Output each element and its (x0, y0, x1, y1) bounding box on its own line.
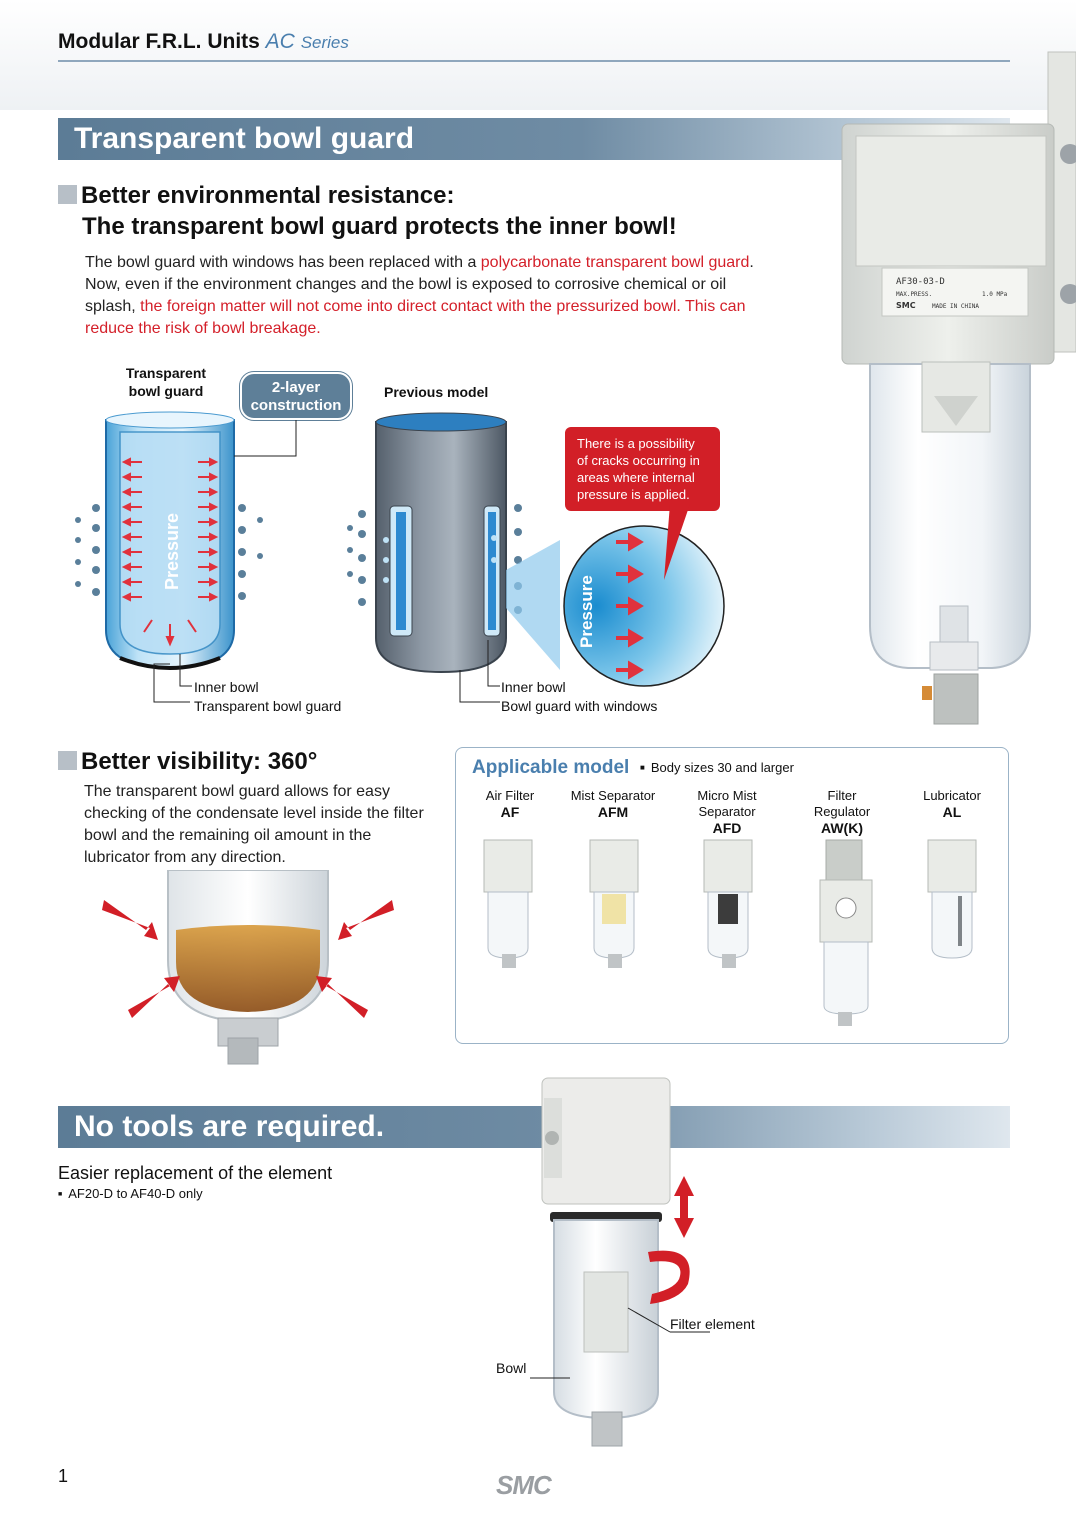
label-previous-model: Previous model (384, 384, 489, 400)
model-thumbnails (470, 836, 1000, 1032)
model-al (910, 788, 994, 820)
applicable-title: Applicable model (472, 757, 630, 778)
section2-note-text: AF20-D to AF40-D only (68, 1186, 203, 1201)
heading-square-icon (58, 185, 77, 204)
para-red-2: the foreign matter will not come into direct contact with the pressurized bowl. This can reduce the risk of bowl breakage. (85, 298, 746, 337)
para-part-a: The bowl guard with windows has been replaced with a (85, 254, 481, 271)
pressure-label-zoom: Pressure (577, 575, 596, 648)
product-label-model: AF30-03-D (896, 277, 945, 287)
series-code: AC (265, 30, 295, 53)
para-part-b: . Now, even if the environment changes and the bowl is exposed to corrosive chemical or oil splash, (85, 254, 754, 315)
model-line2: Separator (698, 804, 756, 819)
label-transparent-guard (108, 364, 224, 400)
model-line1: Micro Mist (697, 788, 757, 803)
thumb-awk (820, 840, 872, 1026)
thumb-al (928, 840, 976, 958)
page-number: 1 (58, 1466, 69, 1486)
para-red-1: polycarbonate transparent bowl guard (480, 254, 750, 271)
product-label-pressure-value: 1.0 MPa (982, 291, 1008, 298)
model-code: AFD (712, 820, 742, 836)
section2-title: No tools are required. (74, 1110, 385, 1143)
heading-environmental (58, 180, 818, 242)
label-right-inner-bowl: Inner bowl (501, 679, 566, 695)
model-code: AW(K) (821, 820, 863, 836)
label-filter-element: Filter element (670, 1316, 755, 1332)
thumb-af (484, 840, 532, 968)
product-label-brand: SMC (896, 301, 916, 310)
page-header (58, 30, 349, 54)
visibility-heading-text: Better visibility: 360° (81, 748, 318, 775)
product-af30-image (822, 46, 1076, 736)
label-right-guard: Bowl guard with windows (501, 698, 658, 714)
label-guard-line1: Transparent (125, 365, 207, 381)
applicable-note-text: Body sizes 30 and larger (650, 760, 794, 775)
model-line1: Lubricator (923, 788, 981, 803)
pressure-label-left: Pressure (162, 512, 182, 590)
callout-cracks: There is a possibility of cracks occurring in areas where internal pressure is applied. (565, 427, 720, 511)
section2-subtitle: Easier replacement of the element (58, 1163, 333, 1183)
model-line1: Filter (827, 788, 857, 803)
model-code: AF (500, 804, 520, 820)
smc-logo: SMC (496, 1470, 551, 1500)
model-af (470, 788, 550, 820)
model-afd (685, 788, 769, 836)
product-label-pressure: MAX.PRESS. (896, 291, 933, 298)
label-left-inner-bowl: Inner bowl (194, 679, 259, 695)
oil-bowl-image (98, 870, 418, 1070)
thumb-afm (590, 840, 638, 968)
element-replacement-image (530, 1072, 710, 1452)
product-label-made: MADE IN CHINA (932, 303, 979, 310)
pill-line2: construction (250, 397, 342, 414)
applicable-note: ■ Body sizes 30 and larger (640, 760, 794, 775)
model-code: AFM (597, 804, 629, 820)
visibility-paragraph: The transparent bowl guard allows for easy checking of the condensate level inside the filter bowl and the remaining oil amount in the lubricator from any direction. (84, 783, 424, 866)
model-code: AL (942, 804, 962, 820)
series-word: Series (300, 33, 349, 52)
bowl-comparison-diagram (60, 410, 740, 710)
header-title: Modular F.R.L. Units (58, 30, 260, 53)
section-title: Transparent bowl guard (74, 122, 415, 155)
label-left-guard: Transparent bowl guard (194, 698, 342, 714)
section2-note: ■ AF20-D to AF40-D only (58, 1186, 203, 1201)
heading-visibility (58, 746, 317, 777)
model-line1: Air Filter (485, 788, 535, 803)
model-afm (563, 788, 663, 820)
heading-line1: Better environmental resistance: (81, 182, 455, 209)
model-line1: Mist Separator (570, 788, 656, 803)
heading-line2: The transparent bowl guard protects the inner bowl! (82, 213, 677, 240)
heading-square-icon (58, 751, 77, 770)
thumb-afd (704, 840, 752, 968)
model-awk (800, 788, 884, 836)
pill-line1: 2-layer (271, 379, 321, 396)
intro-paragraph (85, 252, 775, 340)
label-bowl: Bowl (496, 1360, 527, 1376)
model-line2: Regulator (813, 804, 871, 819)
label-guard-line2: bowl guard (128, 383, 204, 399)
